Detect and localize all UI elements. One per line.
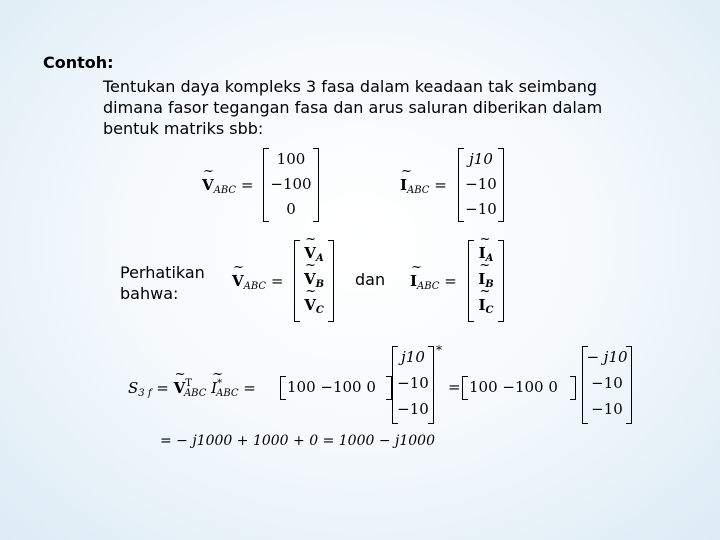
note-line-1: Perhatikan (120, 263, 205, 282)
i-abc-entry-3: −10 (465, 200, 497, 218)
row-vector-1 (280, 376, 392, 400)
result-column-matrix (582, 346, 632, 424)
v-c-entry: ~ $V_C$ (295, 296, 333, 316)
note-label (120, 262, 220, 304)
i-vector-matrix (468, 240, 504, 322)
res-col-entry-3: −10 (591, 400, 623, 418)
v-vector-matrix (294, 240, 334, 322)
i-b-entry: ~ $I_B$ (469, 270, 503, 290)
i-abc-matrix (458, 148, 504, 222)
row-vector-2-values: 100 −100 0 (469, 378, 558, 396)
conj-col-entry-2: −10 (397, 374, 429, 392)
res-col-entry-1: − j10 (586, 348, 628, 366)
problem-line-3: bentuk matriks sbb: (103, 119, 264, 138)
problem-line-1: Tentukan daya kompleks 3 fasa dalam keadaan tak seimbang (103, 77, 598, 96)
v-b-entry: ~ $V_B$ (295, 270, 333, 290)
note-line-2: bahwa: (120, 284, 179, 303)
final-result: = − j1000 + 1000 + 0 = 1000 − j1000 (160, 433, 435, 449)
res-col-entry-2: −10 (591, 374, 623, 392)
i-abc-entry-1: j10 (469, 150, 493, 168)
conjunction-dan: dan (355, 270, 386, 289)
v-vector-label: ~ $V_{ABC}$ = (232, 272, 283, 292)
i-c-entry: ~ $I_C$ (469, 296, 503, 316)
i-abc-label: ~ $I_{ABC}$ = (400, 176, 447, 196)
i-abc-entry-2: −10 (465, 175, 497, 193)
conj-col-entry-1: j10 (401, 348, 425, 366)
s3f-label: $S_{3 f}$ = ~ $V^T_{ABC}$ ~ $I^*_{ABC}$ = (128, 378, 256, 399)
conjugate-asterisk: * (436, 343, 442, 357)
v-abc-entry-1: 100 (276, 150, 306, 168)
row-vector-2 (462, 376, 576, 400)
problem-statement (103, 76, 623, 139)
v-a-entry: ~ $V_A$ (295, 244, 333, 264)
problem-line-2: dimana fasor tegangan fasa dan arus saluran diberikan dalam (103, 98, 603, 117)
conjugate-column-matrix (392, 346, 434, 424)
v-abc-matrix (263, 148, 319, 222)
v-abc-entry-3: 0 (286, 200, 296, 218)
v-abc-label: ~ $V_{ABC}$ = (202, 176, 253, 196)
v-abc-entry-2: −100 (270, 175, 312, 193)
i-vector-label: ~ $I_{ABC}$ = (410, 272, 457, 292)
i-a-entry: ~ $I_A$ (469, 244, 503, 264)
row-vector-1-values: 100 −100 0 (287, 378, 376, 396)
example-heading: Contoh: (43, 53, 114, 72)
conj-col-entry-3: −10 (397, 400, 429, 418)
equals-sign: = (448, 378, 461, 396)
